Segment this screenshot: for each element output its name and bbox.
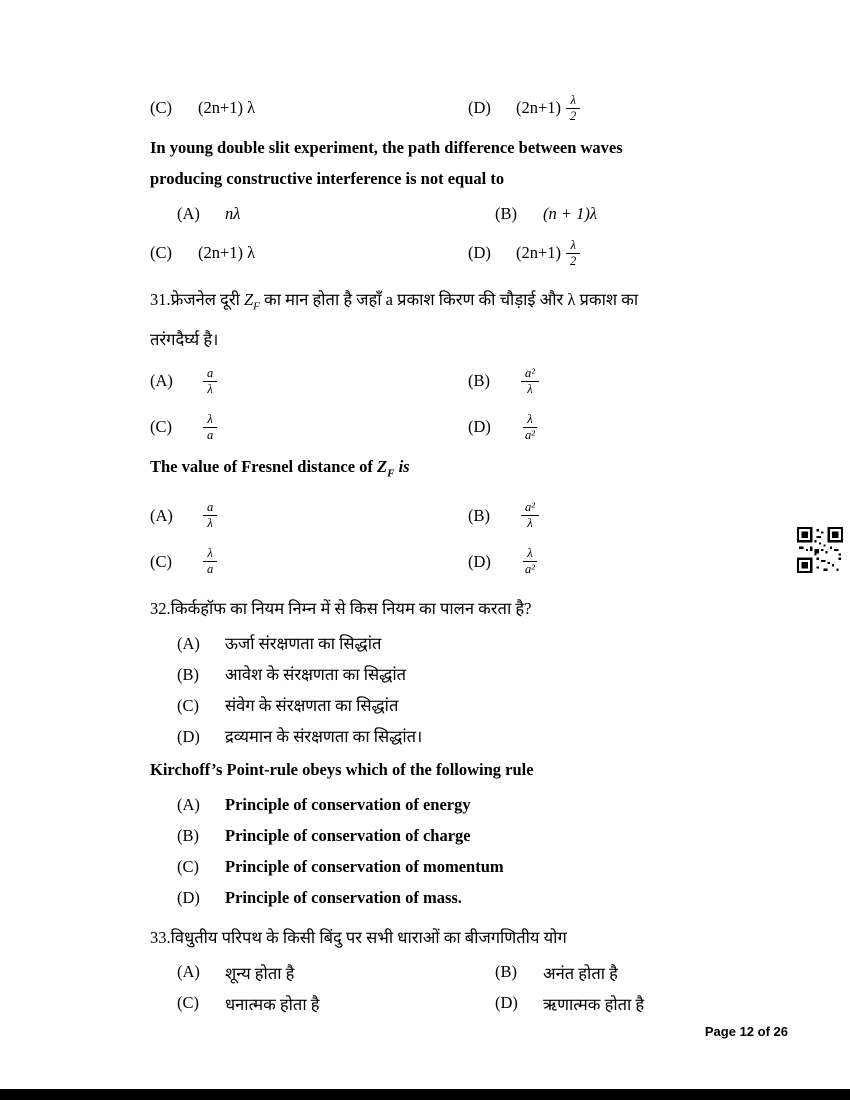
fraction (566, 238, 580, 269)
question-text-hindi: फ्रेजनेल दूरी (170, 290, 244, 309)
option-value: (2n+1) λ (198, 98, 256, 117)
denominator: 2 (570, 108, 577, 123)
q31-hindi-options-row (150, 405, 790, 449)
option-value: Principle of conservation of energy (225, 794, 471, 814)
denominator: 2 (570, 253, 577, 268)
q31-english-text (150, 451, 790, 489)
option (150, 546, 468, 577)
option-value: धनात्मक होता है (225, 994, 320, 1014)
option-label: (B) (495, 962, 517, 982)
option (495, 204, 597, 224)
denominator: a² (525, 427, 535, 442)
option-label: (C) (150, 243, 172, 262)
question-number: 31. (150, 290, 171, 309)
option (150, 412, 468, 443)
option-value (516, 93, 580, 124)
option (468, 546, 539, 577)
question-number: 32. (150, 598, 171, 618)
option-label: (D) (468, 551, 491, 571)
question-text-english: The value of Fresnel distance of (150, 457, 378, 477)
option-label: (C) (150, 417, 172, 437)
option-label: (A) (150, 505, 173, 525)
option (177, 659, 790, 690)
q30-english-options-row (150, 231, 790, 275)
q32-english-text: Kirchoff’s Point-rule obeys which of the following rule (150, 759, 534, 779)
numerator: a² (521, 366, 539, 382)
q31-hindi-options-row (150, 359, 790, 403)
option-value: ऊर्जा संरक्षणता का सिद्धांत (225, 633, 382, 653)
numerator: λ (203, 412, 216, 428)
denominator: λ (207, 381, 213, 396)
option-value: शून्य होता है (225, 963, 295, 983)
option-label: (B) (495, 203, 517, 223)
option (150, 500, 468, 531)
fraction (203, 500, 217, 531)
fraction (203, 412, 217, 443)
numerator: λ (523, 546, 536, 562)
question-32 (150, 592, 790, 626)
option-label: (D) (495, 993, 518, 1013)
q31-english-options-row (150, 494, 790, 538)
question-31 (150, 283, 790, 357)
fraction (521, 546, 539, 577)
denominator: a² (525, 562, 535, 577)
q32-hindi-options (177, 628, 790, 752)
option-value: (n + 1)λ (543, 203, 598, 223)
numerator: λ (203, 546, 216, 562)
page-footer: Page 12 of 26 (704, 1024, 788, 1039)
option (177, 628, 790, 659)
option-label: (D) (468, 417, 491, 437)
option-value: द्रव्यमान के संरक्षणता का सिद्धांत। (225, 726, 423, 746)
option-label: (D) (177, 726, 200, 746)
option (495, 961, 618, 984)
option (177, 961, 495, 984)
option (177, 721, 790, 752)
q30-english-options-row (177, 198, 790, 229)
option-label: (A) (177, 962, 200, 982)
symbol-zf: Z (377, 457, 388, 477)
option-value: ऋणात्मक होता है (543, 994, 645, 1014)
option (150, 98, 468, 118)
option-value: संवेग के संरक्षणता का सिद्धांत (225, 695, 399, 715)
option (468, 500, 539, 531)
option (177, 789, 790, 820)
q31-english-options-row (150, 540, 790, 584)
option-label: (C) (177, 856, 199, 876)
option-value: (2n+1) λ (198, 243, 256, 262)
question-text-english: In young double slit experiment, the path difference between waves (150, 138, 623, 157)
q33-options-row (177, 957, 790, 988)
option-label: (A) (177, 633, 200, 653)
symbol-zf-subscript: F (387, 467, 395, 480)
option-value: Principle of conservation of mass. (225, 887, 462, 907)
fraction (521, 500, 539, 531)
option-label: (B) (468, 371, 490, 391)
option-value-prefix: (2n+1) (516, 98, 562, 117)
option-value: आवेश के संरक्षणता का सिद्धांत (225, 664, 407, 684)
question-text-hindi: तरंगदैर्घ्य है। (150, 330, 219, 350)
question-text-english: is (394, 457, 410, 477)
option-label: (C) (150, 98, 172, 117)
option-label: (B) (177, 825, 199, 845)
option-label: (D) (468, 98, 491, 117)
option-value-prefix: (2n+1) (516, 243, 562, 262)
option (468, 412, 539, 443)
option-label: (D) (468, 243, 491, 262)
option-label: (A) (177, 794, 200, 814)
symbol-zf-subscript: F (253, 300, 260, 313)
fraction (521, 412, 539, 443)
question-33 (150, 921, 790, 955)
question-text-hindi: किर्कहॉफ का नियम निम्न में से किस नियम का पालन करता है? (170, 598, 532, 618)
option-label: (C) (177, 993, 199, 1013)
q30-english-text (150, 132, 790, 194)
question-text-hindi: का मान होता है जहाँ a प्रकाश किरण की चौड़ाई और λ प्रकाश का (259, 290, 639, 309)
denominator: λ (527, 381, 533, 396)
numerator: λ (523, 412, 536, 428)
option (495, 992, 644, 1015)
option (150, 366, 468, 397)
numerator: λ (566, 238, 579, 254)
option-value: Principle of conservation of charge (225, 825, 471, 845)
option (468, 93, 580, 124)
option (177, 820, 790, 851)
option (177, 204, 495, 224)
numerator: a (203, 500, 217, 516)
symbol-zf: Z (243, 290, 254, 309)
option-label: (B) (468, 505, 490, 525)
page-content (150, 84, 790, 1019)
numerator: a² (521, 500, 539, 516)
option-value: nλ (225, 203, 241, 223)
option-value: अनंत होता है (543, 963, 618, 983)
q33-options-row (177, 988, 790, 1019)
option (177, 690, 790, 721)
option-value (516, 238, 580, 269)
question-number: 33. (150, 927, 171, 947)
option-label: (C) (150, 551, 172, 571)
denominator: λ (527, 516, 533, 531)
option (468, 366, 539, 397)
option-value: Principle of conservation of momentum (225, 856, 504, 876)
fraction (203, 546, 217, 577)
q32-english-options (177, 789, 790, 913)
option-label: (D) (177, 887, 200, 907)
denominator: a (207, 427, 214, 442)
option-label: (A) (150, 371, 173, 391)
page-bottom-edge (0, 1089, 850, 1100)
qr-code (797, 527, 843, 573)
numerator: a (203, 366, 217, 382)
question-text-english: producing constructive interference is not equal to (150, 169, 505, 188)
option (150, 243, 468, 263)
question-text-hindi: विधुतीय परिपथ के किसी बिंदु पर सभी धाराओं का बीजगणितीय योग (170, 927, 567, 947)
fraction (521, 366, 539, 397)
denominator: λ (207, 516, 213, 531)
numerator: λ (566, 93, 579, 109)
option (177, 851, 790, 882)
q30-tail-options (150, 86, 790, 130)
denominator: a (207, 562, 214, 577)
fraction (203, 366, 217, 397)
fraction (566, 93, 580, 124)
option (468, 238, 580, 269)
option-label: (B) (177, 664, 199, 684)
option (177, 992, 495, 1015)
qr-code-graphic (797, 527, 843, 573)
option-label: (A) (177, 203, 200, 223)
option (177, 882, 790, 913)
option-label: (C) (177, 695, 199, 715)
